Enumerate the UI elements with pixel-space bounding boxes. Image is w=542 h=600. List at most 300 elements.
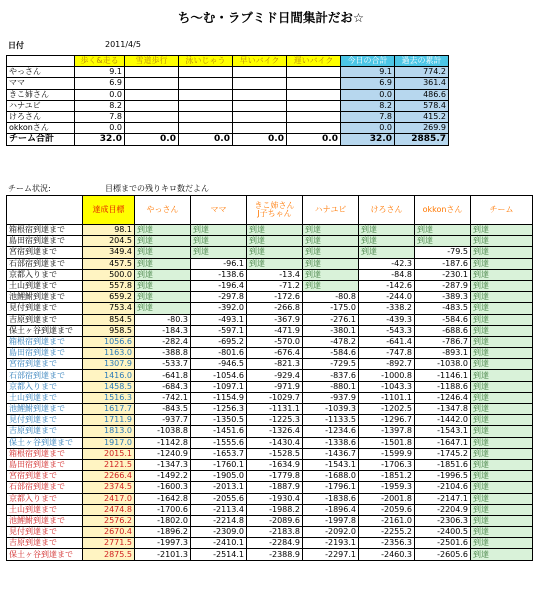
remaining-cell: -892.7 — [359, 359, 415, 370]
value-cell — [287, 100, 341, 111]
table-row — [7, 482, 533, 493]
value-cell: 6.9 — [341, 78, 395, 89]
remaining-cell: -1851.6 — [415, 459, 471, 470]
remaining-cell: 到達 — [303, 258, 359, 269]
remaining-cell: -747.8 — [359, 348, 415, 359]
column-header: 雪道歩行 — [125, 56, 179, 67]
remaining-cell: -1442.0 — [415, 415, 471, 426]
remaining-cell: -1234.6 — [303, 426, 359, 437]
total-value: 0.0 — [233, 134, 287, 145]
table-row — [7, 78, 449, 89]
table-row — [7, 123, 449, 134]
table-row — [7, 258, 533, 269]
remaining-cell: -688.6 — [415, 325, 471, 336]
table-row — [7, 269, 533, 280]
remaining-cell: -1634.9 — [247, 459, 303, 470]
remaining-cell: -742.1 — [135, 392, 191, 403]
remaining-cell: 到達 — [471, 392, 533, 403]
remaining-cell: 到達 — [135, 225, 191, 236]
milestone-name: 京都入りまで — [7, 269, 83, 280]
remaining-cell: -439.3 — [359, 314, 415, 325]
table-row — [7, 280, 533, 291]
remaining-cell: -244.0 — [359, 292, 415, 303]
table-row — [7, 459, 533, 470]
table-row — [7, 527, 533, 538]
value-cell — [125, 111, 179, 122]
table-row — [7, 314, 533, 325]
remaining-cell: -1543.1 — [303, 459, 359, 470]
remaining-cell: -13.4 — [247, 269, 303, 280]
goal-distance: 457.5 — [83, 258, 135, 269]
member-name: きこ姉さん — [7, 89, 75, 100]
remaining-cell: -2410.1 — [191, 538, 247, 549]
value-cell — [125, 100, 179, 111]
remaining-cell: -483.5 — [415, 303, 471, 314]
remaining-cell: -1131.1 — [247, 404, 303, 415]
remaining-cell: 到達 — [471, 471, 533, 482]
remaining-cell: -1054.6 — [191, 370, 247, 381]
total-value: 0.0 — [125, 134, 179, 145]
goal-distance: 2121.5 — [83, 459, 135, 470]
remaining-cell: -1600.3 — [135, 482, 191, 493]
table-row — [7, 325, 533, 336]
remaining-cell: -1350.5 — [191, 415, 247, 426]
value-cell: 0.0 — [75, 123, 125, 134]
value-cell — [179, 89, 233, 100]
remaining-cell: 到達 — [471, 549, 533, 560]
goal-distance: 98.1 — [83, 225, 135, 236]
milestone-name: 京都入りまで — [7, 381, 83, 392]
goal-distance: 1516.3 — [83, 392, 135, 403]
remaining-cell: -187.6 — [415, 258, 471, 269]
remaining-cell: -1959.3 — [359, 482, 415, 493]
table-row — [7, 225, 533, 236]
value-cell: 774.2 — [395, 67, 449, 78]
status-label: チーム状況: — [8, 184, 51, 193]
milestone-name: 島田宿到達まで — [7, 459, 83, 470]
remaining-cell: -1896.2 — [135, 527, 191, 538]
remaining-cell: -1653.7 — [191, 448, 247, 459]
remaining-cell: -493.1 — [191, 314, 247, 325]
remaining-cell: 到達 — [135, 280, 191, 291]
remaining-cell: -821.3 — [247, 359, 303, 370]
status-note: 目標までの残りキロ数だよん — [105, 184, 209, 193]
goal-distance: 2670.4 — [83, 527, 135, 538]
remaining-cell: -2255.2 — [359, 527, 415, 538]
remaining-cell: 到達 — [471, 493, 533, 504]
total-value: 32.0 — [75, 134, 125, 145]
table-row — [7, 359, 533, 370]
remaining-cell: -843.5 — [135, 404, 191, 415]
goal-distance: 958.5 — [83, 325, 135, 336]
remaining-cell: -71.2 — [247, 280, 303, 291]
remaining-cell: -276.1 — [303, 314, 359, 325]
remaining-cell: 到達 — [471, 437, 533, 448]
remaining-cell: -1528.5 — [247, 448, 303, 459]
remaining-cell: -2400.5 — [415, 527, 471, 538]
remaining-cell: 到達 — [471, 426, 533, 437]
remaining-cell: 到達 — [471, 225, 533, 236]
value-cell — [233, 123, 287, 134]
value-cell — [233, 100, 287, 111]
column-header: 今日の合計 — [341, 56, 395, 67]
table-row — [7, 515, 533, 526]
remaining-cell: 到達 — [471, 515, 533, 526]
column-header: ママ — [191, 196, 247, 225]
remaining-cell: -1779.8 — [247, 471, 303, 482]
value-cell: 8.2 — [341, 100, 395, 111]
remaining-cell: -1296.7 — [359, 415, 415, 426]
remaining-cell: 到達 — [471, 314, 533, 325]
milestone-name: 保土ヶ谷到達まで — [7, 549, 83, 560]
milestone-name: 島田宿到達まで — [7, 348, 83, 359]
remaining-cell: 到達 — [359, 247, 415, 258]
value-cell: 8.2 — [75, 100, 125, 111]
remaining-cell: -1142.8 — [135, 437, 191, 448]
table-row — [7, 493, 533, 504]
remaining-cell: 到達 — [471, 527, 533, 538]
goal-distance: 1056.6 — [83, 336, 135, 347]
total-value: 0.0 — [179, 134, 233, 145]
date-label: 日付 — [8, 41, 24, 50]
value-cell: 9.1 — [341, 67, 395, 78]
remaining-cell: -338.2 — [359, 303, 415, 314]
value-cell: 361.4 — [395, 78, 449, 89]
remaining-cell: -1796.1 — [303, 482, 359, 493]
remaining-cell: -937.7 — [135, 415, 191, 426]
remaining-cell: -282.4 — [135, 336, 191, 347]
value-cell — [125, 67, 179, 78]
remaining-cell: -1326.4 — [247, 426, 303, 437]
milestone-name: 宮宿到達まで — [7, 359, 83, 370]
value-cell: 0.0 — [341, 123, 395, 134]
remaining-cell: -1430.4 — [247, 437, 303, 448]
remaining-cell: 到達 — [471, 292, 533, 303]
remaining-cell: -1133.5 — [303, 415, 359, 426]
remaining-cell: -196.4 — [191, 280, 247, 291]
remaining-cell: -1930.4 — [247, 493, 303, 504]
milestone-name: 吉原到達まで — [7, 426, 83, 437]
remaining-cell: -2501.6 — [415, 538, 471, 549]
remaining-cell: -2514.1 — [191, 549, 247, 560]
value-cell: 0.0 — [341, 89, 395, 100]
remaining-cell: -786.7 — [415, 336, 471, 347]
member-name: ハナユビ — [7, 100, 75, 111]
goal-distance: 2417.0 — [83, 493, 135, 504]
remaining-cell: -641.4 — [359, 336, 415, 347]
remaining-cell: -1101.1 — [359, 392, 415, 403]
remaining-cell: 到達 — [247, 225, 303, 236]
remaining-cell: -84.8 — [359, 269, 415, 280]
milestone-name: 箱根宿到達まで — [7, 448, 83, 459]
goal-distance: 1711.9 — [83, 415, 135, 426]
remaining-cell: -1997.8 — [303, 515, 359, 526]
remaining-cell: -79.5 — [415, 247, 471, 258]
remaining-cell: -2297.1 — [303, 549, 359, 560]
column-header: けろさん — [359, 196, 415, 225]
remaining-cell: -1838.6 — [303, 493, 359, 504]
milestone-name: 箱根宿到達まで — [7, 336, 83, 347]
remaining-cell: 到達 — [471, 236, 533, 247]
remaining-cell: 到達 — [359, 225, 415, 236]
remaining-cell: -1706.3 — [359, 459, 415, 470]
date-value: 2011/4/5 — [105, 40, 141, 49]
value-cell — [233, 67, 287, 78]
milestone-name: 保土ヶ谷到達まで — [7, 437, 83, 448]
remaining-cell: 到達 — [359, 236, 415, 247]
remaining-cell: -184.3 — [135, 325, 191, 336]
remaining-cell: 到達 — [303, 236, 359, 247]
goal-distance: 1917.0 — [83, 437, 135, 448]
remaining-cell: 到達 — [135, 247, 191, 258]
remaining-cell: -1097.1 — [191, 381, 247, 392]
remaining-cell: -2309.0 — [191, 527, 247, 538]
remaining-cell: -1029.7 — [247, 392, 303, 403]
remaining-cell: -2193.1 — [303, 538, 359, 549]
column-header: 早いバイク — [233, 56, 287, 67]
table-row — [7, 415, 533, 426]
goal-distance: 557.8 — [83, 280, 135, 291]
value-cell: 6.9 — [75, 78, 125, 89]
remaining-cell: -2161.0 — [359, 515, 415, 526]
remaining-cell: 到達 — [471, 404, 533, 415]
goal-distance: 659.2 — [83, 292, 135, 303]
table-row — [7, 89, 449, 100]
value-cell — [287, 123, 341, 134]
remaining-cell: 到達 — [191, 225, 247, 236]
column-header: 達成目標 — [83, 196, 135, 225]
remaining-cell: 到達 — [471, 459, 533, 470]
milestone-name: 吉原到達まで — [7, 538, 83, 549]
column-header: 歩く&走る — [75, 56, 125, 67]
remaining-cell: -1256.3 — [191, 404, 247, 415]
column-header: やっさん — [135, 196, 191, 225]
remaining-cell: -946.5 — [191, 359, 247, 370]
milestone-name: 土山到達まで — [7, 392, 83, 403]
milestone-name: 京都入りまで — [7, 493, 83, 504]
value-cell — [233, 78, 287, 89]
remaining-cell: -175.0 — [303, 303, 359, 314]
remaining-cell: -1599.9 — [359, 448, 415, 459]
remaining-cell: -1642.8 — [135, 493, 191, 504]
remaining-cell: -1347.8 — [415, 404, 471, 415]
remaining-cell: -1997.3 — [135, 538, 191, 549]
table-row — [7, 392, 533, 403]
milestone-name: 池鯉鮒到達まで — [7, 292, 83, 303]
value-cell: 415.2 — [395, 111, 449, 122]
remaining-cell: -1887.9 — [247, 482, 303, 493]
remaining-cell: -2306.3 — [415, 515, 471, 526]
remaining-cell: -1851.2 — [359, 471, 415, 482]
remaining-cell: -389.3 — [415, 292, 471, 303]
remaining-cell: -1154.9 — [191, 392, 247, 403]
remaining-cell: -1240.9 — [135, 448, 191, 459]
remaining-cell: 到達 — [415, 236, 471, 247]
value-cell — [287, 111, 341, 122]
goal-distance: 349.4 — [83, 247, 135, 258]
remaining-cell: 到達 — [247, 236, 303, 247]
remaining-cell: -893.1 — [415, 348, 471, 359]
remaining-cell: -2460.3 — [359, 549, 415, 560]
remaining-cell: -695.2 — [191, 336, 247, 347]
goal-distance: 1617.7 — [83, 404, 135, 415]
remaining-cell: -1188.6 — [415, 381, 471, 392]
remaining-cell: 到達 — [191, 236, 247, 247]
goal-distance: 1307.9 — [83, 359, 135, 370]
remaining-cell: 到達 — [135, 292, 191, 303]
value-cell: 9.1 — [75, 67, 125, 78]
column-header: ハナユビ — [303, 196, 359, 225]
column-header: 過去の累計 — [395, 56, 449, 67]
table-row — [7, 247, 533, 258]
milestone-name: 見付到達まで — [7, 303, 83, 314]
value-cell: 578.4 — [395, 100, 449, 111]
remaining-cell: -1501.8 — [359, 437, 415, 448]
goal-distance: 1416.0 — [83, 370, 135, 381]
table-row — [7, 303, 533, 314]
remaining-cell: -2059.6 — [359, 504, 415, 515]
remaining-cell: -1905.0 — [191, 471, 247, 482]
remaining-cell: -533.7 — [135, 359, 191, 370]
remaining-cell: -266.8 — [247, 303, 303, 314]
goal-distance: 1163.0 — [83, 348, 135, 359]
remaining-cell: -2104.6 — [415, 482, 471, 493]
remaining-cell: -138.6 — [191, 269, 247, 280]
header-corner — [7, 56, 75, 67]
value-cell: 269.9 — [395, 123, 449, 134]
remaining-cell: 到達 — [135, 269, 191, 280]
milestone-name: 石部宿到達まで — [7, 258, 83, 269]
remaining-cell: -1988.2 — [247, 504, 303, 515]
remaining-cell: -367.9 — [247, 314, 303, 325]
table-row — [7, 426, 533, 437]
remaining-cell: -471.9 — [247, 325, 303, 336]
remaining-cell: -1555.6 — [191, 437, 247, 448]
remaining-cell: -388.8 — [135, 348, 191, 359]
remaining-cell: -676.4 — [247, 348, 303, 359]
remaining-cell: -2013.1 — [191, 482, 247, 493]
value-cell — [287, 78, 341, 89]
value-cell — [287, 89, 341, 100]
remaining-cell: 到達 — [471, 448, 533, 459]
remaining-cell: -929.4 — [247, 370, 303, 381]
table-row — [7, 100, 449, 111]
remaining-cell: -2055.6 — [191, 493, 247, 504]
remaining-cell: -142.6 — [359, 280, 415, 291]
goal-distance: 204.5 — [83, 236, 135, 247]
table-row — [7, 370, 533, 381]
remaining-cell: 到達 — [135, 303, 191, 314]
remaining-cell: -80.3 — [135, 314, 191, 325]
remaining-cell: 到達 — [303, 247, 359, 258]
member-name: けろさん — [7, 111, 75, 122]
remaining-cell: 到達 — [191, 247, 247, 258]
remaining-cell: -1397.8 — [359, 426, 415, 437]
milestone-name: 宮宿到達まで — [7, 471, 83, 482]
remaining-cell: -2001.8 — [359, 493, 415, 504]
column-header: 遅いバイク — [287, 56, 341, 67]
milestone-name: 石部宿到達まで — [7, 370, 83, 381]
remaining-cell: -2147.1 — [415, 493, 471, 504]
milestone-name: 石部宿到達まで — [7, 482, 83, 493]
remaining-cell: -684.3 — [135, 381, 191, 392]
remaining-cell: 到達 — [471, 370, 533, 381]
milestone-name: 池鯉鮒到達まで — [7, 404, 83, 415]
value-cell — [179, 111, 233, 122]
table-row — [7, 504, 533, 515]
milestone-name: 保土ヶ谷到達まで — [7, 325, 83, 336]
remaining-cell: -801.6 — [191, 348, 247, 359]
total-value: 0.0 — [287, 134, 341, 145]
remaining-cell: 到達 — [303, 225, 359, 236]
milestone-name: 宮宿到達まで — [7, 247, 83, 258]
remaining-cell: -1745.2 — [415, 448, 471, 459]
column-header: きこ姉さん J子ちゃん — [247, 196, 303, 225]
remaining-cell: -1338.6 — [303, 437, 359, 448]
remaining-cell: 到達 — [471, 303, 533, 314]
remaining-cell: -2183.8 — [247, 527, 303, 538]
remaining-cell: -42.3 — [359, 258, 415, 269]
remaining-cell: 到達 — [135, 258, 191, 269]
remaining-cell: 到達 — [471, 269, 533, 280]
goals-table — [6, 195, 533, 561]
remaining-cell: -1225.3 — [247, 415, 303, 426]
milestone-name: 島田宿到達まで — [7, 236, 83, 247]
total-row — [7, 134, 449, 145]
remaining-cell: -1038.8 — [135, 426, 191, 437]
remaining-cell: 到達 — [471, 348, 533, 359]
remaining-cell: -971.9 — [247, 381, 303, 392]
goal-distance: 2266.4 — [83, 471, 135, 482]
remaining-cell: 到達 — [471, 381, 533, 392]
remaining-cell: -2388.9 — [247, 549, 303, 560]
remaining-cell: -1347.3 — [135, 459, 191, 470]
remaining-cell: -2089.6 — [247, 515, 303, 526]
goal-distance: 854.5 — [83, 314, 135, 325]
table-row — [7, 538, 533, 549]
remaining-cell: 到達 — [471, 280, 533, 291]
member-name: やっさん — [7, 67, 75, 78]
goals-header-row — [7, 196, 533, 225]
remaining-cell: -1246.4 — [415, 392, 471, 403]
goal-distance: 1458.5 — [83, 381, 135, 392]
value-cell: 7.8 — [341, 111, 395, 122]
remaining-cell: 到達 — [471, 325, 533, 336]
goal-distance: 2015.1 — [83, 448, 135, 459]
remaining-cell: -2101.3 — [135, 549, 191, 560]
goal-distance: 500.0 — [83, 269, 135, 280]
milestone-name: 土山到達まで — [7, 504, 83, 515]
remaining-cell: -584.6 — [303, 348, 359, 359]
table-row — [7, 549, 533, 560]
remaining-cell: 到達 — [415, 225, 471, 236]
remaining-cell: -2284.9 — [247, 538, 303, 549]
value-cell — [125, 89, 179, 100]
remaining-cell: 到達 — [471, 415, 533, 426]
remaining-cell: 到達 — [303, 280, 359, 291]
column-header: チーム — [471, 196, 533, 225]
page-title: ち～む・ラブミド日間集計だお☆ — [177, 10, 365, 25]
remaining-cell: -380.1 — [303, 325, 359, 336]
remaining-cell: -1039.3 — [303, 404, 359, 415]
member-name: okkonさん — [7, 123, 75, 134]
milestone-name: 土山到達まで — [7, 280, 83, 291]
header-corner — [7, 196, 83, 225]
remaining-cell: -80.8 — [303, 292, 359, 303]
remaining-cell: -937.9 — [303, 392, 359, 403]
goal-distance: 2374.5 — [83, 482, 135, 493]
remaining-cell: -478.2 — [303, 336, 359, 347]
